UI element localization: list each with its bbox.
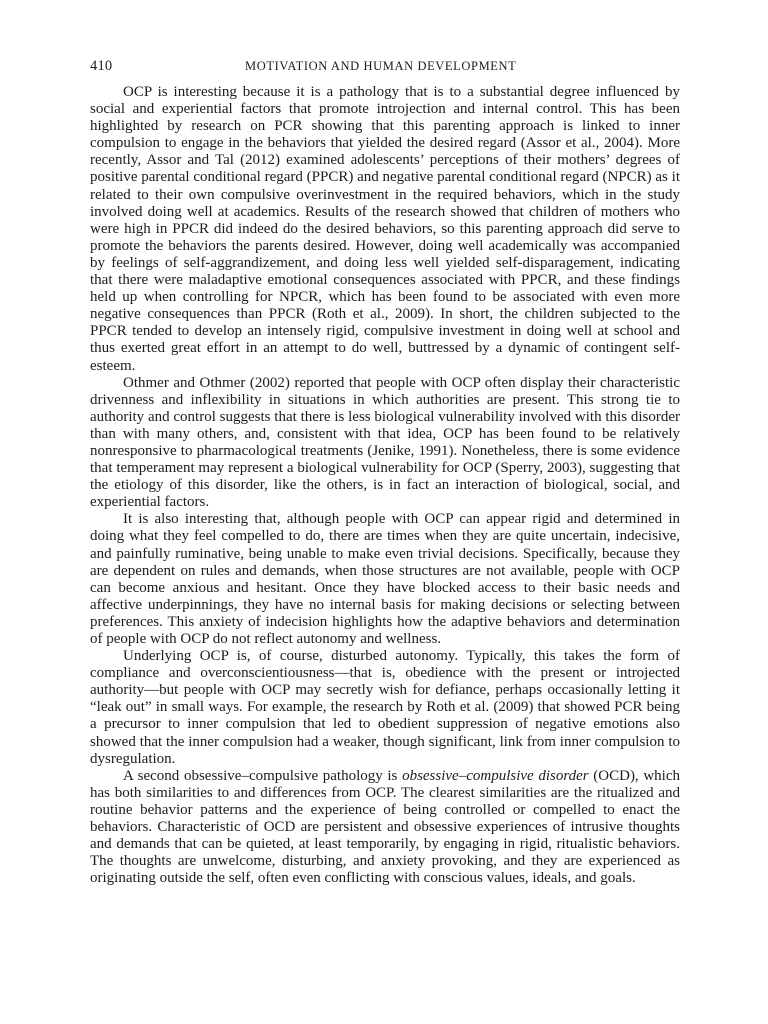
- paragraph-ocd-term: obsessive–compulsive disorder: [402, 767, 589, 784]
- paragraph-ocd: [90, 768, 680, 888]
- paragraph-autonomy: Underlying OCP is, of course, disturbed autonomy. Typically, this takes the form of compliance and overconscientiousness—that is, obedience with the present or introjected authority—but people with OCP may secretly wish for defiance, perhaps occasionally letting it “leak out” in small ways. For example, the research by Roth et al. (2009) that showed PCR being a precursor to inner compulsion that led to obedient suppression of negative emotions also showed that the inner compulsion had a weaker, though significant, link from inner compulsion to dysregulation.: [90, 648, 680, 767]
- paragraph-othmer: Othmer and Othmer (2002) reported that people with OCP often display their characteristic drivenness and inflexibility in situations in which authorities are present. This strong tie to authority and control suggests that there is less biological vulnerability involved with this disorder than with many others, and, consistent with that idea, OCP has been found to be relatively nonresponsive to pharmacological treatments (Jenike, 1991). Nonetheless, there is some evidence that temperament may represent a biological vulnerability for OCP (Sperry, 2003), suggesting that the etiology of this disorder, like the others, is in fact an interaction of biological, social, and experiential factors.: [90, 374, 680, 511]
- paragraph-ocd-rest: (OCD), which has both similarities to and differences from OCP. The clearest similarities are the ritualized and routine behavior patterns and the experience of being controlled or compelled to enact the behaviors. Characteristic of OCD are persistent and obsessive experiences of intrusive thoughts and demands that can be quieted, at least temporarily, by engaging in rigid, ritualistic behaviors. The thoughts are unwelcome, disturbing, and anxiety provoking, and they are experienced as originating outside the self, often even conflicting with conscious values, ideals, and goals.: [90, 767, 680, 887]
- body-text: [90, 84, 680, 887]
- paragraph-ocp-pcr: OCP is interesting because it is a pathology that is to a substantial degree influenced by social and experiential factors that promote introjection and internal control. This has been highlighted by research on PCR showing that this parenting approach is linked to inner compulsion to engage in the behaviors that yielded the desired regard (Assor et al., 2004). More recently, Assor and Tal (2012) examined adolescents’ perceptions of their mothers’ degrees of positive parental conditional regard (PPCR) and negative parental conditional regard (NPCR) as it related to their own compulsive overinvestment in the required behaviors, which in the study involved doing well at academics. Results of the research showed that children of mothers who were high in PPCR did indeed do the desired behaviors, so this parenting approach did serve to promote the behaviors the parents desired. However, doing well academically was accompanied by feelings of self-aggrandizement, and doing less well yielded self-disparagement, indicating that there were maladaptive emotional consequences associated with PPCR, and these findings held up when controlling for NPCR, which has been found to be associated with even more negative consequences than PPCR (Roth et al., 2009). In short, the children subjected to the PPCR tended to develop an intensely rigid, compulsive investment in doing well at school and thus exerted great effort in an attempt to do well, buttressed by a dynamic of contingent self-esteem.: [90, 84, 680, 374]
- running-head: [90, 58, 680, 84]
- page-number: 410: [90, 58, 113, 74]
- book-page: [90, 58, 680, 887]
- paragraph-ocd-lead: A second obsessive–compulsive pathology is: [123, 767, 403, 784]
- paragraph-indecision: It is also interesting that, although people with OCP can appear rigid and determined in doing what they feel compelled to do, there are times when they are quite uncertain, indecisive, and painfully ruminative, being unable to make even trivial decisions. Specifically, because they are dependent on rules and demands, when those structures are not available, people with OCP can become anxious and hesitant. Once they have blocked access to their basic needs and affective underpinnings, they have no internal basis for making decisions or selecting between preferences. This anxiety of indecision highlights how the adaptive behaviors and determination of people with OCP do not reflect autonomy and wellness.: [90, 511, 680, 647]
- running-title: MOTIVATION AND HUMAN DEVELOPMENT: [245, 59, 517, 73]
